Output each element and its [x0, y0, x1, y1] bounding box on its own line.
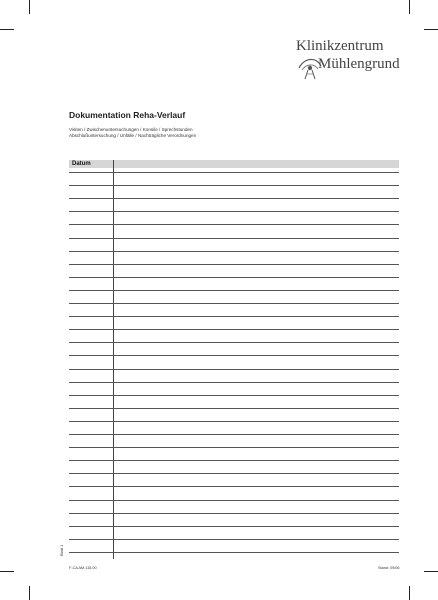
brand-name-line2: Mühlengrund: [318, 56, 400, 72]
entry-cell[interactable]: [113, 251, 399, 252]
column-header-date: Datum: [72, 161, 91, 167]
entry-cell[interactable]: [113, 238, 399, 239]
date-cell[interactable]: [69, 382, 113, 383]
date-cell[interactable]: [69, 264, 113, 265]
entry-cell[interactable]: [113, 486, 399, 487]
date-cell[interactable]: [69, 277, 113, 278]
form-code: F-CA AM.115.00: [69, 566, 97, 570]
entry-cell[interactable]: [113, 277, 399, 278]
document-subtitle-line1: Visiten / Zwischenuntersuchungen / Konsile / Sprechstunden: [69, 127, 193, 132]
document-subtitle-line2: Abschlußuntersuchung / Unfälle / Nachträgliche Verordnungen: [69, 133, 197, 138]
date-cell[interactable]: [69, 251, 113, 252]
entry-cell[interactable]: [113, 211, 399, 212]
crop-mark-top-left-v: [29, 0, 30, 14]
entry-cell[interactable]: [113, 329, 399, 330]
date-cell[interactable]: [69, 211, 113, 212]
entry-cell[interactable]: [113, 447, 399, 448]
date-cell[interactable]: [69, 526, 113, 527]
entry-cell[interactable]: [113, 355, 399, 356]
entry-cell[interactable]: [113, 369, 399, 370]
entry-cell[interactable]: [113, 172, 399, 173]
date-cell[interactable]: [69, 198, 113, 199]
date-cell[interactable]: [69, 238, 113, 239]
entry-cell[interactable]: [113, 185, 399, 186]
date-cell[interactable]: [69, 369, 113, 370]
date-cell[interactable]: [69, 513, 113, 514]
entry-cell[interactable]: [113, 303, 399, 304]
entry-cell[interactable]: [113, 290, 399, 291]
date-cell[interactable]: [69, 539, 113, 540]
document-title: Dokumentation Reha-Verlauf: [69, 110, 186, 120]
brand-name-line1: Klinikzentrum: [296, 38, 384, 54]
entry-cell[interactable]: [113, 224, 399, 225]
date-cell[interactable]: [69, 303, 113, 304]
crop-mark-top-right-h: [424, 29, 438, 30]
entry-cell[interactable]: [113, 408, 399, 409]
windmill-logo-icon: [296, 54, 324, 80]
entry-cell[interactable]: [113, 382, 399, 383]
entry-cell[interactable]: [113, 421, 399, 422]
date-cell[interactable]: [69, 355, 113, 356]
crop-mark-top-left-h: [0, 29, 14, 30]
date-cell[interactable]: [69, 473, 113, 474]
sheet-label: Blatt 1: [59, 544, 64, 556]
progress-log-table: [69, 160, 399, 559]
date-cell[interactable]: [69, 408, 113, 409]
entry-cell[interactable]: [113, 500, 399, 501]
date-cell[interactable]: [69, 342, 113, 343]
entry-cell[interactable]: [113, 539, 399, 540]
crop-mark-top-right-v: [409, 0, 410, 14]
entry-cell[interactable]: [113, 342, 399, 343]
date-cell[interactable]: [69, 224, 113, 225]
date-cell[interactable]: [69, 500, 113, 501]
date-cell[interactable]: [69, 290, 113, 291]
date-cell[interactable]: [69, 460, 113, 461]
crop-mark-bottom-right-h: [424, 571, 438, 572]
entry-cell[interactable]: [113, 460, 399, 461]
revision-stand: Stand: 09/06: [378, 566, 400, 570]
entry-cell[interactable]: [113, 513, 399, 514]
entry-cell[interactable]: [113, 395, 399, 396]
crop-mark-bottom-left-v: [29, 586, 30, 600]
date-cell[interactable]: [69, 434, 113, 435]
date-cell[interactable]: [69, 552, 113, 553]
table-header: [69, 160, 399, 168]
entry-cell[interactable]: [113, 434, 399, 435]
crop-mark-bottom-left-h: [0, 571, 14, 572]
date-cell[interactable]: [69, 316, 113, 317]
date-cell[interactable]: [69, 172, 113, 173]
date-cell[interactable]: [69, 447, 113, 448]
entry-cell[interactable]: [113, 198, 399, 199]
entry-cell[interactable]: [113, 552, 399, 553]
date-cell[interactable]: [69, 486, 113, 487]
entry-cell[interactable]: [113, 316, 399, 317]
date-cell[interactable]: [69, 329, 113, 330]
entry-cell[interactable]: [113, 526, 399, 527]
entry-cell[interactable]: [113, 264, 399, 265]
date-cell[interactable]: [69, 395, 113, 396]
date-cell[interactable]: [69, 185, 113, 186]
entry-cell[interactable]: [113, 473, 399, 474]
date-cell[interactable]: [69, 421, 113, 422]
crop-mark-bottom-right-v: [409, 586, 410, 600]
